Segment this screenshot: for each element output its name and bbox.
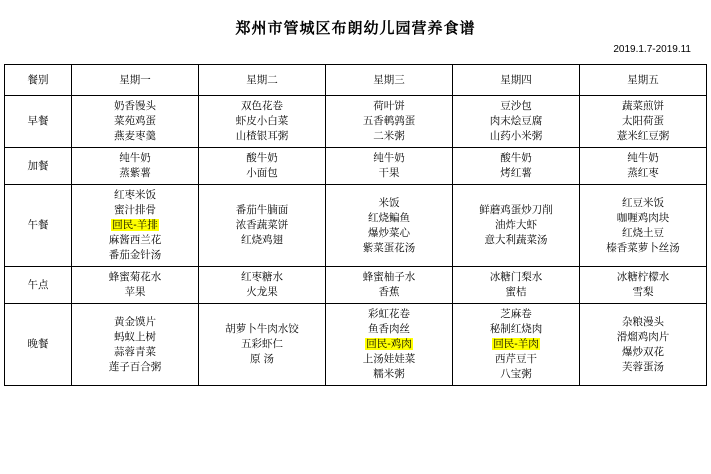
menu-item: 红豆米饭 (622, 196, 664, 209)
menu-item: 荷叶饼 (373, 100, 405, 112)
menu-item-list (201, 151, 323, 181)
menu-item: 杂粮漫头 (622, 315, 664, 328)
table-row (5, 185, 707, 267)
menu-item: 浓香蔬菜饼 (235, 219, 289, 231)
table-row (5, 96, 707, 148)
column-header-thursday: 星期四 (453, 65, 580, 96)
menu-item-list (328, 196, 450, 256)
menu-cell-monday (72, 304, 199, 386)
menu-item-list (74, 188, 196, 263)
menu-item: 纯牛奶 (627, 152, 659, 164)
menu-cell-thursday (453, 304, 580, 386)
menu-item-list (455, 99, 577, 144)
page-title: 郑州市管城区布朗幼儿园营养食谱 (235, 20, 476, 37)
menu-cell-wednesday (326, 148, 453, 185)
menu-item-list (201, 99, 323, 144)
menu-item: 太阳荷蛋 (622, 115, 664, 127)
menu-item-highlighted (455, 337, 577, 352)
menu-item: 莲子百合粥 (108, 360, 162, 373)
menu-cell-tuesday (199, 96, 326, 148)
table-row (5, 304, 707, 386)
menu-item: 米饭 (378, 196, 400, 209)
menu-cell-tuesday (199, 185, 326, 267)
menu-item-list (74, 99, 196, 144)
menu-item: 胡萝卜牛肉水饺 (225, 323, 299, 335)
menu-item: 爆炒双花 (622, 345, 664, 358)
menu-item: 原 汤 (250, 353, 274, 365)
menu-item: 纯牛奶 (373, 152, 405, 164)
menu-item-list (455, 307, 577, 382)
menu-item-list (201, 322, 323, 367)
menu-item-list (455, 203, 577, 248)
highlight-mark: 回民-羊排 (112, 219, 158, 231)
menu-item: 鱼香肉丝 (368, 323, 410, 335)
menu-item: 苹果 (124, 286, 146, 298)
menu-item: 彩虹花卷 (368, 308, 410, 320)
menu-item: 滑熘鸡肉片 (616, 330, 670, 343)
menu-item-list (328, 270, 450, 300)
menu-item: 油炸大虾 (495, 219, 537, 231)
menu-item: 红烧鳊鱼 (368, 211, 410, 224)
menu-item: 纯牛奶 (119, 152, 151, 164)
menu-cell-wednesday (326, 96, 453, 148)
menu-cell-thursday (453, 148, 580, 185)
menu-item: 薏米红豆粥 (616, 130, 670, 142)
menu-item-list (328, 307, 450, 382)
menu-item: 上汤娃娃菜 (362, 353, 416, 365)
menu-cell-friday (580, 185, 707, 267)
menu-item-list (455, 151, 577, 181)
menu-item-list (582, 99, 704, 144)
menu-item: 芝麻卷 (500, 308, 532, 320)
menu-item-list (74, 270, 196, 300)
menu-item-highlighted (74, 218, 196, 233)
menu-item: 意大利蔬菜汤 (484, 234, 548, 246)
menu-item: 糯米粥 (373, 368, 405, 380)
menu-item: 麻酱西兰花 (108, 234, 162, 246)
menu-item: 蒜蓉青菜 (114, 345, 156, 358)
menu-item: 八宝粥 (500, 368, 532, 380)
date-range: 2019.1.7-2019.11 (613, 44, 691, 55)
menu-item-list (582, 151, 704, 181)
column-header-meal: 餐别 (5, 65, 72, 96)
menu-cell-friday (580, 96, 707, 148)
menu-cell-friday (580, 267, 707, 304)
menu-item: 双色花卷 (241, 100, 283, 112)
column-header-wednesday: 星期三 (326, 65, 453, 96)
menu-cell-wednesday (326, 185, 453, 267)
column-header-friday: 星期五 (580, 65, 707, 96)
menu-item-highlighted (328, 337, 450, 352)
menu-cell-monday (72, 267, 199, 304)
menu-item: 咖喱鸡肉块 (616, 211, 670, 224)
menu-item-list (582, 196, 704, 256)
highlight-mark: 回民-羊肉 (493, 338, 539, 350)
menu-item-list (328, 99, 450, 144)
menu-item: 肉末烩豆腐 (489, 115, 543, 127)
menu-item: 红枣米饭 (114, 189, 156, 201)
menu-item-list (201, 270, 323, 300)
menu-item: 干果 (378, 167, 400, 179)
menu-item: 爆炒菜心 (368, 226, 410, 239)
menu-item: 红枣糖水 (241, 271, 283, 283)
row-label-meal: 早餐 (5, 96, 72, 148)
menu-cell-friday (580, 148, 707, 185)
menu-item: 冰糖柠檬水 (616, 271, 670, 283)
menu-cell-tuesday (199, 267, 326, 304)
menu-item: 香蕉 (378, 286, 400, 298)
menu-table-body (5, 65, 707, 386)
menu-item: 蒸红枣 (627, 167, 659, 179)
table-header-row (5, 65, 707, 96)
menu-item-list (74, 151, 196, 181)
menu-cell-thursday (453, 185, 580, 267)
menu-item: 五香鹌鹑蛋 (362, 115, 416, 127)
menu-item-list (201, 203, 323, 248)
menu-item-list (74, 315, 196, 375)
menu-item: 冰糖门梨水 (489, 271, 543, 283)
menu-item: 燕麦枣羹 (114, 130, 156, 142)
menu-item: 番茄金针汤 (108, 249, 162, 261)
menu-table (4, 64, 707, 386)
menu-item: 红烧土豆 (622, 226, 664, 239)
menu-item: 火龙果 (246, 286, 278, 298)
menu-item: 菜苑鸡蛋 (114, 115, 156, 127)
menu-cell-tuesday (199, 304, 326, 386)
menu-cell-tuesday (199, 148, 326, 185)
row-label-meal: 午点 (5, 267, 72, 304)
menu-item: 雪梨 (632, 286, 654, 298)
menu-cell-monday (72, 148, 199, 185)
menu-item: 蔬菜煎饼 (622, 100, 664, 112)
column-header-tuesday: 星期二 (199, 65, 326, 96)
row-label-meal: 午餐 (5, 185, 72, 267)
menu-cell-monday (72, 96, 199, 148)
menu-item: 蚂蚁上树 (114, 330, 156, 343)
menu-cell-wednesday (326, 267, 453, 304)
table-row (5, 148, 707, 185)
menu-item: 蜜汁排骨 (114, 204, 156, 216)
menu-item-list (582, 315, 704, 375)
menu-cell-monday (72, 185, 199, 267)
menu-item: 番茄牛腩面 (235, 204, 289, 216)
highlight-mark: 回民-鸡肉 (366, 338, 412, 350)
menu-item: 蒸紫薯 (119, 167, 151, 179)
menu-item: 秘制红烧肉 (489, 323, 543, 335)
menu-item: 烤红薯 (500, 167, 532, 179)
menu-cell-thursday (453, 267, 580, 304)
column-header-monday: 星期一 (72, 65, 199, 96)
menu-item: 豆沙包 (500, 100, 532, 112)
menu-item: 榛香菜萝卜丝汤 (606, 241, 680, 254)
menu-item: 奶香馒头 (114, 100, 156, 112)
menu-item: 蜜桔 (505, 286, 527, 298)
menu-cell-wednesday (326, 304, 453, 386)
menu-item-list (328, 151, 450, 181)
menu-item: 紫菜蛋花汤 (362, 241, 416, 254)
menu-item-list (455, 270, 577, 300)
menu-cell-thursday (453, 96, 580, 148)
menu-cell-friday (580, 304, 707, 386)
menu-item: 虾皮小白菜 (235, 115, 289, 127)
menu-item: 红烧鸡翅 (241, 234, 283, 246)
menu-item: 酸牛奶 (246, 152, 278, 164)
menu-item: 山楂银耳粥 (235, 130, 289, 142)
menu-item: 小面包 (246, 167, 278, 179)
menu-item: 黄金馍片 (114, 315, 156, 328)
menu-item: 西芹豆干 (495, 353, 537, 365)
menu-item: 五彩虾仁 (241, 338, 283, 350)
menu-item: 蜂蜜菊花水 (108, 271, 162, 283)
menu-item: 鲜蘑鸡蛋炒刀削 (479, 204, 553, 216)
menu-item: 二米粥 (373, 130, 405, 142)
menu-item: 芙蓉蛋汤 (622, 360, 664, 373)
menu-item: 酸牛奶 (500, 152, 532, 164)
menu-item: 山药小米粥 (489, 130, 543, 142)
row-label-meal: 加餐 (5, 148, 72, 185)
table-row (5, 267, 707, 304)
menu-item-list (582, 270, 704, 300)
row-label-meal: 晚餐 (5, 304, 72, 386)
menu-item: 蜂蜜柚子水 (362, 271, 416, 283)
